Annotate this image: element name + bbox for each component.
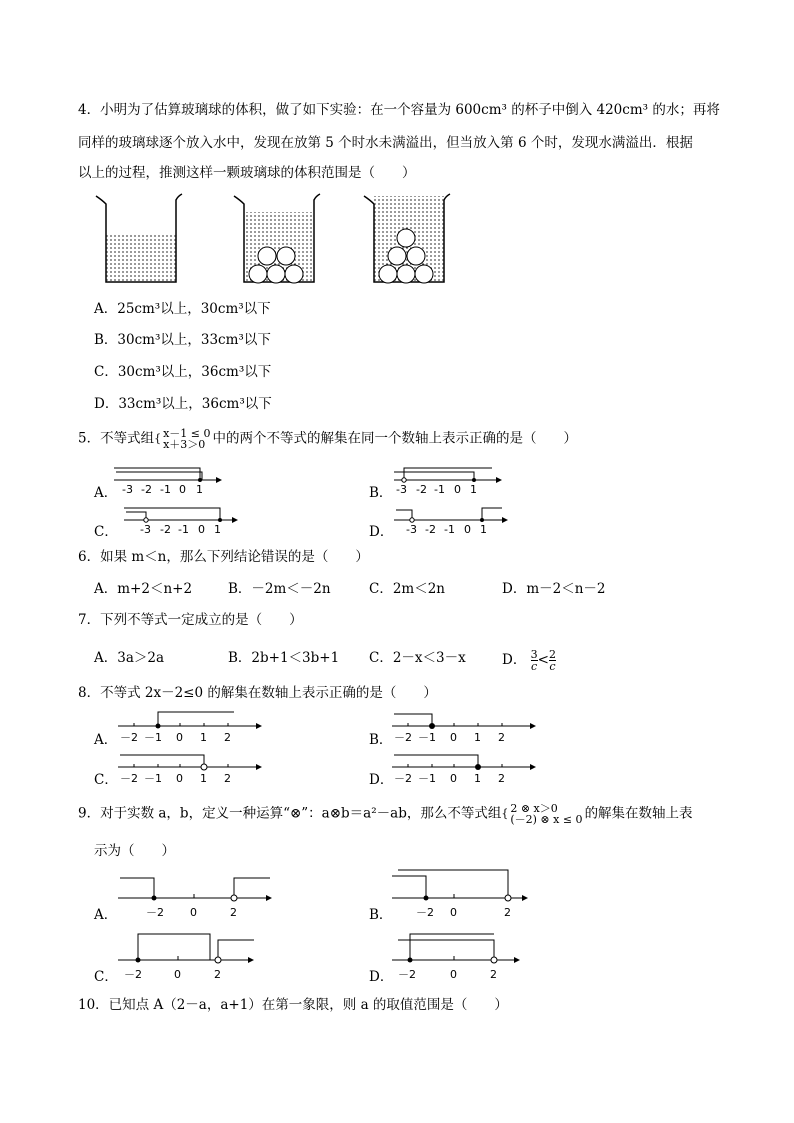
q5a-tick-3: 0 [179, 483, 186, 496]
q9d-tick-2: 2 [490, 968, 497, 981]
q8c-tick-2: 0 [176, 772, 183, 785]
q9-line1: 9．对于实数 a，b，定义一种运算“⊗”：a⊗b＝a²－ab，那么不等式组{ 2 ⊗ x＞0 (－2) ⊗ x ≤ 0 的解集在数轴上表 [78, 802, 693, 826]
q5c-tick-4: 1 [214, 523, 221, 536]
q9c-tick-0: －2 [124, 968, 142, 981]
q4-line2: 同样的玻璃球逐个放入水中，发现在放第 5 个时水未满溢出，但当放入第 6 个时，发现水满溢出．根据 [78, 135, 693, 151]
q8a-tick-1: －1 [144, 731, 162, 744]
q8c-tick-3: 1 [200, 772, 207, 785]
q8b-tick-4: 2 [498, 731, 505, 744]
q4-line3: 以上的过程，推测这样一颗玻璃球的体积范围是（ ） [78, 165, 416, 181]
q8a-tick-0: －2 [120, 731, 138, 744]
q8d-tick-2: 0 [450, 772, 457, 785]
q9a-tick-1: 0 [190, 906, 197, 919]
beaker-icon [234, 194, 320, 283]
q7-d-frac-right-num: 2 [548, 648, 556, 661]
q5a-tick-4: 1 [196, 483, 203, 496]
q8d-tick-1: －1 [418, 772, 436, 785]
q8b-tick-2: 0 [450, 731, 457, 744]
q4-line1: 4．小明为了估算玻璃球的体积，做了如下实验：在一个容量为 600cm³ 的杯子中倒入 420cm³ 的水；再将 [78, 102, 720, 118]
q8d-tick-3: 1 [474, 772, 481, 785]
q7-option-b: B．2b+1＜3b+1 [228, 650, 340, 666]
q7-d-frac-left-num: 3 [530, 648, 538, 661]
q5-number-line-c [122, 502, 240, 536]
q8b-tick-3: 1 [474, 731, 481, 744]
q8-number-line-d [390, 747, 540, 787]
q9a-tick-2: 2 [230, 906, 237, 919]
q5d-tick-1: -2 [425, 523, 436, 536]
q5-number-line-d [392, 502, 510, 536]
q5a-tick-2: -1 [160, 483, 171, 496]
q6-stem: 6．如果 m＜n，那么下列结论错误的是（ ） [78, 549, 369, 565]
q9-option-a-letter: A． [94, 907, 118, 923]
q7-d-frac-right-den: c [549, 660, 556, 673]
q8a-tick-3: 1 [200, 731, 207, 744]
q9c-tick-1: 0 [174, 968, 181, 981]
q5-option-b-letter: B． [369, 485, 393, 501]
q7-d-rel: < [537, 652, 549, 668]
q5b-tick-1: -2 [416, 483, 427, 496]
q5a-tick-0: -3 [122, 483, 133, 496]
q8-option-b-letter: B． [369, 732, 393, 748]
q7-stem: 7．下列不等式一定成立的是（ ） [78, 612, 303, 628]
q8-option-a-letter: A． [94, 732, 118, 748]
q8a-tick-4: 2 [224, 731, 231, 744]
q4-option-d: D．33cm³以上，36cm³以下 [94, 396, 272, 412]
q8d-tick-4: 2 [498, 772, 505, 785]
q8-number-line-c [116, 747, 266, 787]
q5c-tick-3: 0 [198, 523, 205, 536]
q8a-tick-2: 0 [176, 731, 183, 744]
q9-line2: 示为（ ） [94, 843, 175, 859]
q5d-tick-0: -3 [406, 523, 417, 536]
q5-system-bottom: x＋3＞0 [163, 438, 206, 451]
q5a-tick-1: -2 [141, 483, 152, 496]
q8b-tick-1: －1 [418, 731, 436, 744]
q8-number-line-a [116, 706, 266, 746]
q8-number-line-b [390, 706, 540, 746]
q9-number-line-c [116, 928, 266, 984]
q5-number-line-b [392, 462, 502, 496]
q5b-tick-2: -1 [434, 483, 445, 496]
q8-option-c-letter: C． [94, 772, 118, 788]
q8c-tick-4: 2 [224, 772, 231, 785]
q5d-tick-3: 0 [464, 523, 471, 536]
q5c-tick-0: -3 [140, 523, 151, 536]
q9-system-bottom: (－2) ⊗ x ≤ 0 [510, 813, 583, 826]
q5-prefix: 5．不等式组 [78, 430, 155, 447]
q7-option-d-letter: D． [502, 652, 527, 668]
q9-system-top: 2 ⊗ x＞0 [510, 802, 558, 815]
q6-option-b: B．－2m＜－2n [228, 581, 331, 597]
beaker-icon [96, 194, 182, 282]
q5d-tick-2: -1 [444, 523, 455, 536]
q9b-tick-1: 0 [450, 906, 457, 919]
q8c-tick-1: －1 [144, 772, 162, 785]
q6-option-d: D．m－2＜n－2 [502, 581, 606, 597]
q9-option-d-letter: D． [369, 969, 394, 985]
q5c-tick-1: -2 [160, 523, 171, 536]
q9-option-b-letter: B． [369, 907, 393, 923]
q9-number-line-a [116, 872, 280, 922]
q4-option-a: A．25cm³以上，30cm³以下 [94, 301, 271, 317]
q8-stem: 8．不等式 2x－2≤0 的解集在数轴上表示正确的是（ ） [78, 685, 437, 701]
q4-beakers-figure [90, 190, 450, 290]
q8b-tick-0: －2 [394, 731, 412, 744]
q7-option-a: A．3a＞2a [94, 650, 165, 666]
q5c-tick-2: -1 [178, 523, 189, 536]
q5b-tick-0: -3 [396, 483, 407, 496]
q6-option-c: C．2m＜2n [369, 581, 446, 597]
q9-line1-prefix: 9．对于实数 a，b，定义一种运算“⊗”：a⊗b＝a²－ab，那么不等式组 [78, 805, 502, 822]
q9c-tick-2: 2 [214, 968, 221, 981]
q5b-tick-3: 0 [454, 483, 461, 496]
q9d-tick-1: 0 [450, 968, 457, 981]
q7-option-d [502, 649, 556, 672]
q5d-tick-4: 1 [480, 523, 487, 536]
q5-number-line-a [112, 462, 222, 496]
q4-option-c: C．30cm³以上，36cm³以下 [94, 364, 272, 380]
beaker-icon [364, 194, 450, 283]
q9-number-line-d [390, 928, 540, 984]
q5-stem: 5．不等式组{ x－1 ≤ 0 x＋3＞0 中的两个不等式的解集在同一个数轴上表示正确的是（ ） [78, 427, 578, 451]
q9-number-line-b [390, 866, 540, 922]
q6-option-a: A．m+2＜n+2 [94, 581, 193, 597]
q9b-tick-0: －2 [416, 906, 434, 919]
q5-option-d-letter: D． [369, 524, 394, 540]
q9-line1-suffix: 的解集在数轴上表 [584, 805, 693, 822]
q10-stem: 10．已知点 A（2－a，a+1）在第一象限，则 a 的取值范围是（ ） [78, 997, 508, 1013]
q7-option-c: C．2－x＜3－x [369, 650, 466, 666]
q8-option-d-letter: D． [369, 772, 394, 788]
q8d-tick-0: －2 [394, 772, 412, 785]
q9d-tick-0: －2 [398, 968, 416, 981]
q8c-tick-0: －2 [120, 772, 138, 785]
q5-option-a-letter: A． [94, 485, 118, 501]
q4-option-b: B．30cm³以上，33cm³以下 [94, 332, 271, 348]
q5-system-top: x－1 ≤ 0 [163, 427, 211, 440]
q7-d-frac-left-den: c [531, 660, 538, 673]
q9a-tick-0: －2 [146, 906, 164, 919]
q9b-tick-2: 2 [504, 906, 511, 919]
q5b-tick-4: 1 [470, 483, 477, 496]
q9-option-c-letter: C． [94, 969, 118, 985]
q5-suffix: 中的两个不等式的解集在同一个数轴上表示正确的是（ ） [212, 430, 578, 447]
q5-option-c-letter: C． [94, 524, 118, 540]
